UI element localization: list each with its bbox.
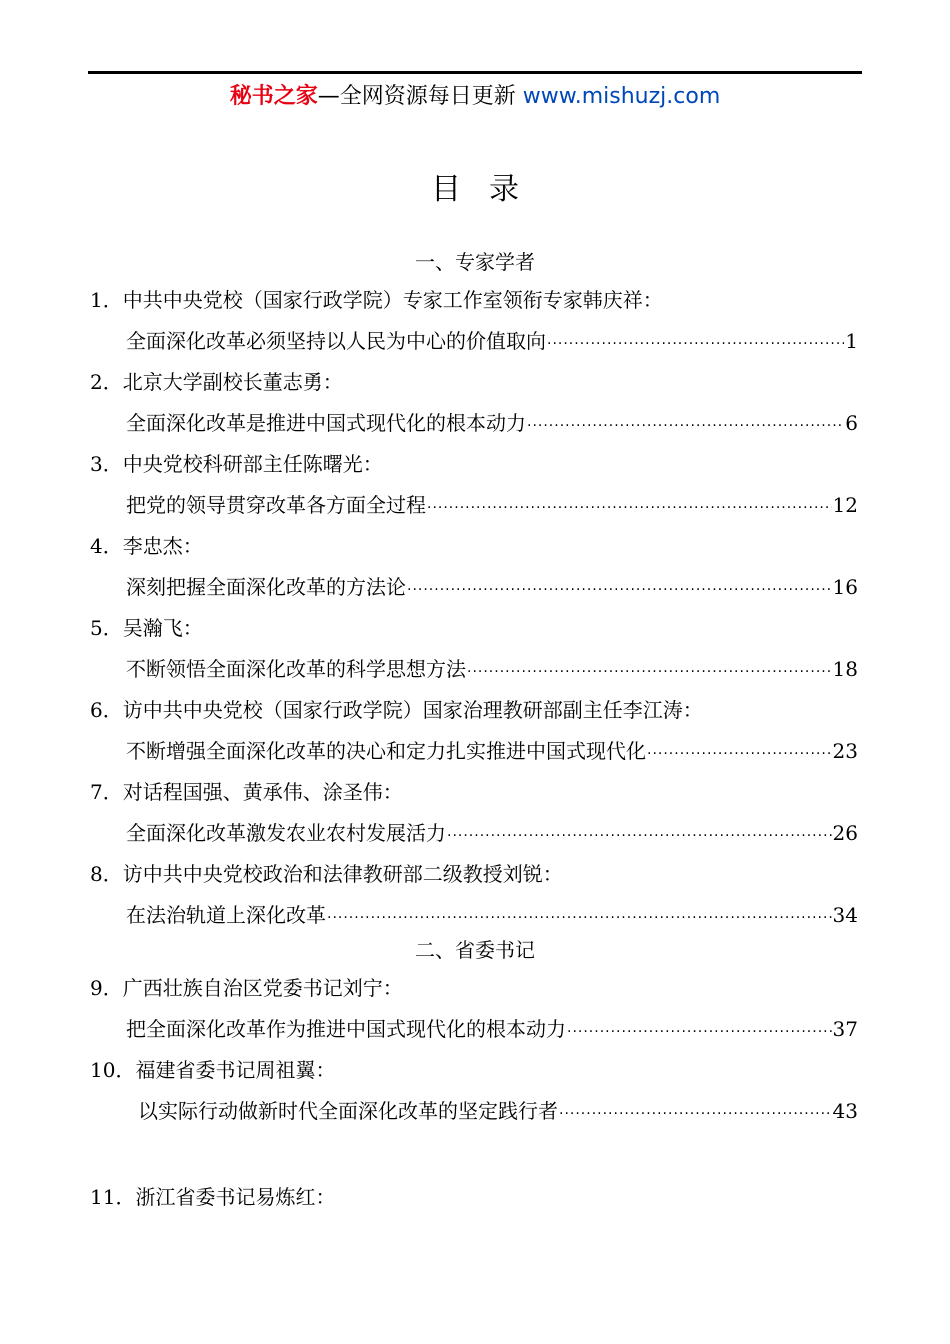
toc-leader-dots — [407, 576, 832, 604]
toc-page-number: 18 — [832, 657, 858, 681]
toc-entry-number: 6． — [90, 698, 123, 722]
toc-entry-article[interactable] — [126, 819, 858, 850]
section-heading-party-secretaries: 二、省委书记 — [415, 938, 535, 962]
toc-entry-number: 2． — [90, 370, 123, 394]
toc-entry-article[interactable] — [138, 1097, 858, 1128]
toc-page-number: 26 — [832, 821, 858, 845]
toc-leader-dots — [567, 1018, 832, 1046]
toc-entry-author — [90, 696, 703, 724]
toc-entry-number: 5． — [90, 616, 123, 640]
section-heading-experts: 一、专家学者 — [415, 250, 535, 274]
toc-entry-author — [90, 286, 663, 314]
toc-entry-author — [90, 532, 203, 560]
toc-entry-article[interactable] — [126, 491, 858, 522]
toc-entry-author — [90, 368, 343, 396]
toc-entry-author-text: 北京大学副校长董志勇： — [122, 370, 343, 394]
toc-page-number: 6 — [845, 411, 858, 435]
toc-entry-article[interactable] — [126, 327, 858, 358]
toc-entry-author-text: 访中共中央党校（国家行政学院）国家治理教研部副主任李江涛： — [122, 698, 703, 722]
toc-entry-title: 深刻把握全面深化改革的方法论 — [126, 575, 406, 599]
toc-entry-number: 4． — [90, 534, 123, 558]
toc-leader-dots — [559, 1100, 832, 1128]
toc-entry-number: 7． — [90, 780, 123, 804]
toc-page-number: 37 — [832, 1017, 858, 1041]
toc-leader-dots — [467, 658, 832, 686]
site-url[interactable]: www.mishuzj.com — [522, 84, 721, 109]
toc-entry-title: 全面深化改革激发农业农村发展活力 — [126, 821, 446, 845]
toc-entry-author — [90, 1056, 335, 1084]
toc-page-number: 43 — [832, 1099, 858, 1123]
toc-page-number: 16 — [832, 575, 858, 599]
toc-entry-article[interactable] — [126, 737, 858, 768]
toc-entry-author — [90, 450, 383, 478]
toc-entry-article[interactable] — [126, 901, 858, 932]
toc-leader-dots — [327, 904, 832, 932]
toc-leader-dots — [427, 494, 832, 522]
toc-entry-article[interactable] — [126, 409, 858, 440]
page-title: 目录 — [431, 172, 547, 207]
toc-entry-title: 全面深化改革是推进中国式现代化的根本动力 — [126, 411, 526, 435]
toc-entry-author — [90, 860, 563, 888]
toc-entry-author — [90, 778, 403, 806]
toc-entry-title: 以实际行动做新时代全面深化改革的坚定践行者 — [138, 1099, 558, 1123]
toc-entry-author-text: 中共中央党校（国家行政学院）专家工作室领衔专家韩庆祥： — [122, 288, 663, 312]
toc-entry-title: 全面深化改革必须坚持以人民为中心的价值取向 — [126, 329, 546, 353]
toc-page-number: 12 — [832, 493, 858, 517]
toc-entry-number: 8． — [90, 862, 123, 886]
site-brand: 秘书之家 — [229, 84, 318, 109]
toc-entry-author-text: 对话程国强、黄承伟、涂圣伟： — [122, 780, 403, 804]
toc-entry-author — [90, 974, 403, 1002]
toc-entry-number: 1． — [90, 288, 123, 312]
site-tagline: —全网资源每日更新 — [317, 84, 523, 109]
toc-entry-number: 9． — [90, 976, 123, 1000]
toc-entry-author — [90, 614, 203, 642]
toc-entry-number: 3． — [90, 452, 123, 476]
toc-page-number: 1 — [845, 329, 858, 353]
toc-entry-title: 在法治轨道上深化改革 — [126, 903, 326, 927]
toc-leader-dots — [447, 822, 832, 850]
toc-entry-author — [90, 1183, 335, 1211]
toc-entry-title: 不断增强全面深化改革的决心和定力扎实推进中国式现代化 — [126, 739, 646, 763]
toc-entry-author-text: 访中共中央党校政治和法律教研部二级教授刘锐： — [122, 862, 563, 886]
toc-page-number: 34 — [832, 903, 858, 927]
toc-leader-dots — [647, 740, 832, 768]
toc-entry-title: 把党的领导贯穿改革各方面全过程 — [126, 493, 426, 517]
toc-entry-author-text: 吴瀚飞： — [122, 616, 203, 640]
toc-entry-author-text: 李忠杰： — [122, 534, 203, 558]
toc-entry-number: 10． — [90, 1058, 136, 1082]
toc-leader-dots — [527, 412, 844, 440]
toc-entry-number: 11． — [90, 1185, 136, 1209]
toc-entry-article[interactable] — [126, 573, 858, 604]
toc-leader-dots — [547, 330, 844, 358]
toc-entry-article[interactable] — [126, 1015, 858, 1046]
toc-entry-author-text: 福建省委书记周祖翼： — [135, 1058, 336, 1082]
toc-entry-title: 不断领悟全面深化改革的科学思想方法 — [126, 657, 466, 681]
toc-entry-author-text: 中央党校科研部主任陈曙光： — [122, 452, 383, 476]
site-banner — [0, 82, 950, 112]
toc-entry-author-text: 浙江省委书记易炼红： — [135, 1185, 336, 1209]
toc-entry-author-text: 广西壮族自治区党委书记刘宁： — [122, 976, 403, 1000]
toc-entry-article[interactable] — [126, 655, 858, 686]
toc-page-number: 23 — [832, 739, 858, 763]
header-rule — [88, 71, 862, 74]
toc-entry-title: 把全面深化改革作为推进中国式现代化的根本动力 — [126, 1017, 566, 1041]
